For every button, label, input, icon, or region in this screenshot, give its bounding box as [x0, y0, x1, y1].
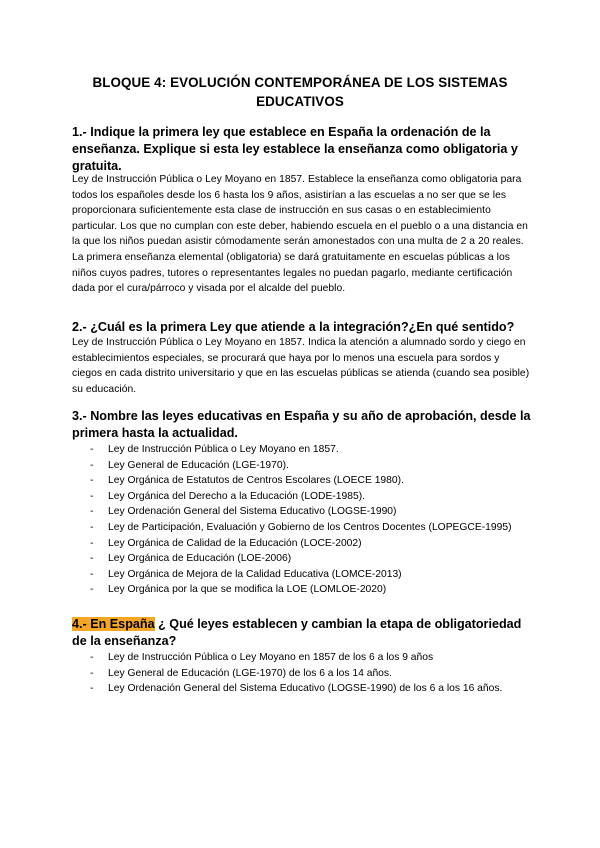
- list-item: - Ley General de Educación (LGE-1970) de los 6 a los 14 años.: [72, 666, 532, 682]
- list-item: - Ley de Instrucción Pública o Ley Moyano en 1857.: [72, 442, 532, 458]
- list-item: - Ley Orgánica por la que se modifica la LOE (LOMLOE-2020): [72, 582, 532, 598]
- laws-list: [72, 442, 532, 598]
- list-item: - Ley Orgánica de Mejora de la Calidad Educativa (LOMCE-2013): [72, 567, 532, 583]
- list-item: - Ley Ordenación General del Sistema Educativo (LOGSE-1990) de los 6 a los 16 años.: [72, 681, 532, 697]
- answer-1: Ley de Instrucción Pública o Ley Moyano en 1857. Establece la enseñanza como obligatoria para todos los españoles desde los 6 hasta los 9 años, asistirían a las escuelas a no ser que se les proporcionara suficientemente esta clase de instrucción en sus casas o en establecimiento particular. Los que no cumplan con este deber, habiendo escuela en el pueblo o a una distancia en la que los niños puedan asistir cómodamente serán amonestados con una multa de 2 a 20 reales. La primera enseñanza elemental (obligatoria) se dará gratuitamente en escuelas públicas a los niños cuyos padres, tutores o representantes legales no puedan pagarlo, mediante certificación dada por el cura/párroco y visada por el alcalde del pueblo.: [72, 174, 528, 295]
- question-3: 3.- Nombre las leyes educativas en España y su año de aprobación, desde la primera hasta la actualidad.: [72, 409, 531, 440]
- list-item: - Ley de Participación, Evaluación y Gobierno de los Centros Docentes (LOPEGCE-1995): [72, 520, 532, 536]
- list-item: - Ley Orgánica del Derecho a la Educación (LODE-1985).: [72, 489, 532, 505]
- list-item: - Ley General de Educación (LGE-1970).: [72, 458, 532, 474]
- list-item: - Ley Orgánica de Estatutos de Centros Escolares (LOECE 1980).: [72, 473, 532, 489]
- list-item: - Ley de Instrucción Pública o Ley Moyano en 1857 de los 6 a los 9 años: [72, 650, 532, 666]
- question-4: [72, 616, 532, 650]
- question-2: 2.- ¿Cuál es la primera Ley que atiende a la integración?¿En qué sentido?: [72, 320, 515, 334]
- list-item: - Ley Orgánica de Educación (LOE-2006): [72, 551, 532, 567]
- question-4-text: ¿ Qué leyes establecen y cambian la etapa de obligatoriedad de la enseñanza?: [72, 617, 522, 648]
- list-item: - Ley Orgánica de Calidad de la Educación (LOCE-2002): [72, 536, 532, 552]
- title-line-1: BLOQUE 4: EVOLUCIÓN CONTEMPORÁNEA DE LOS SISTEMAS: [92, 75, 508, 90]
- highlighted-text: 4.- En España: [72, 617, 155, 631]
- list-item: - Ley Ordenación General del Sistema Educativo (LOGSE-1990): [72, 504, 532, 520]
- answer-2: Ley de Instrucción Pública o Ley Moyano en 1857. Indica la atención a alumnado sordo y ciego en establecimientos especiales, se procurará que haya por lo menos una escuela para sordos y ciegos en cada distrito universitario y que en las escuelas públicas se atienda (cuando sea posible) su educación.: [72, 337, 530, 395]
- obligatory-laws-list: [72, 650, 532, 697]
- title-line-2: EDUCATIVOS: [256, 94, 344, 109]
- question-1: 1.- Indique la primera ley que establece en España la ordenación de la enseñanza. Explique si esta ley establece la enseñanza como obligatoria y gratuita.: [72, 125, 518, 173]
- page-title: [70, 73, 530, 111]
